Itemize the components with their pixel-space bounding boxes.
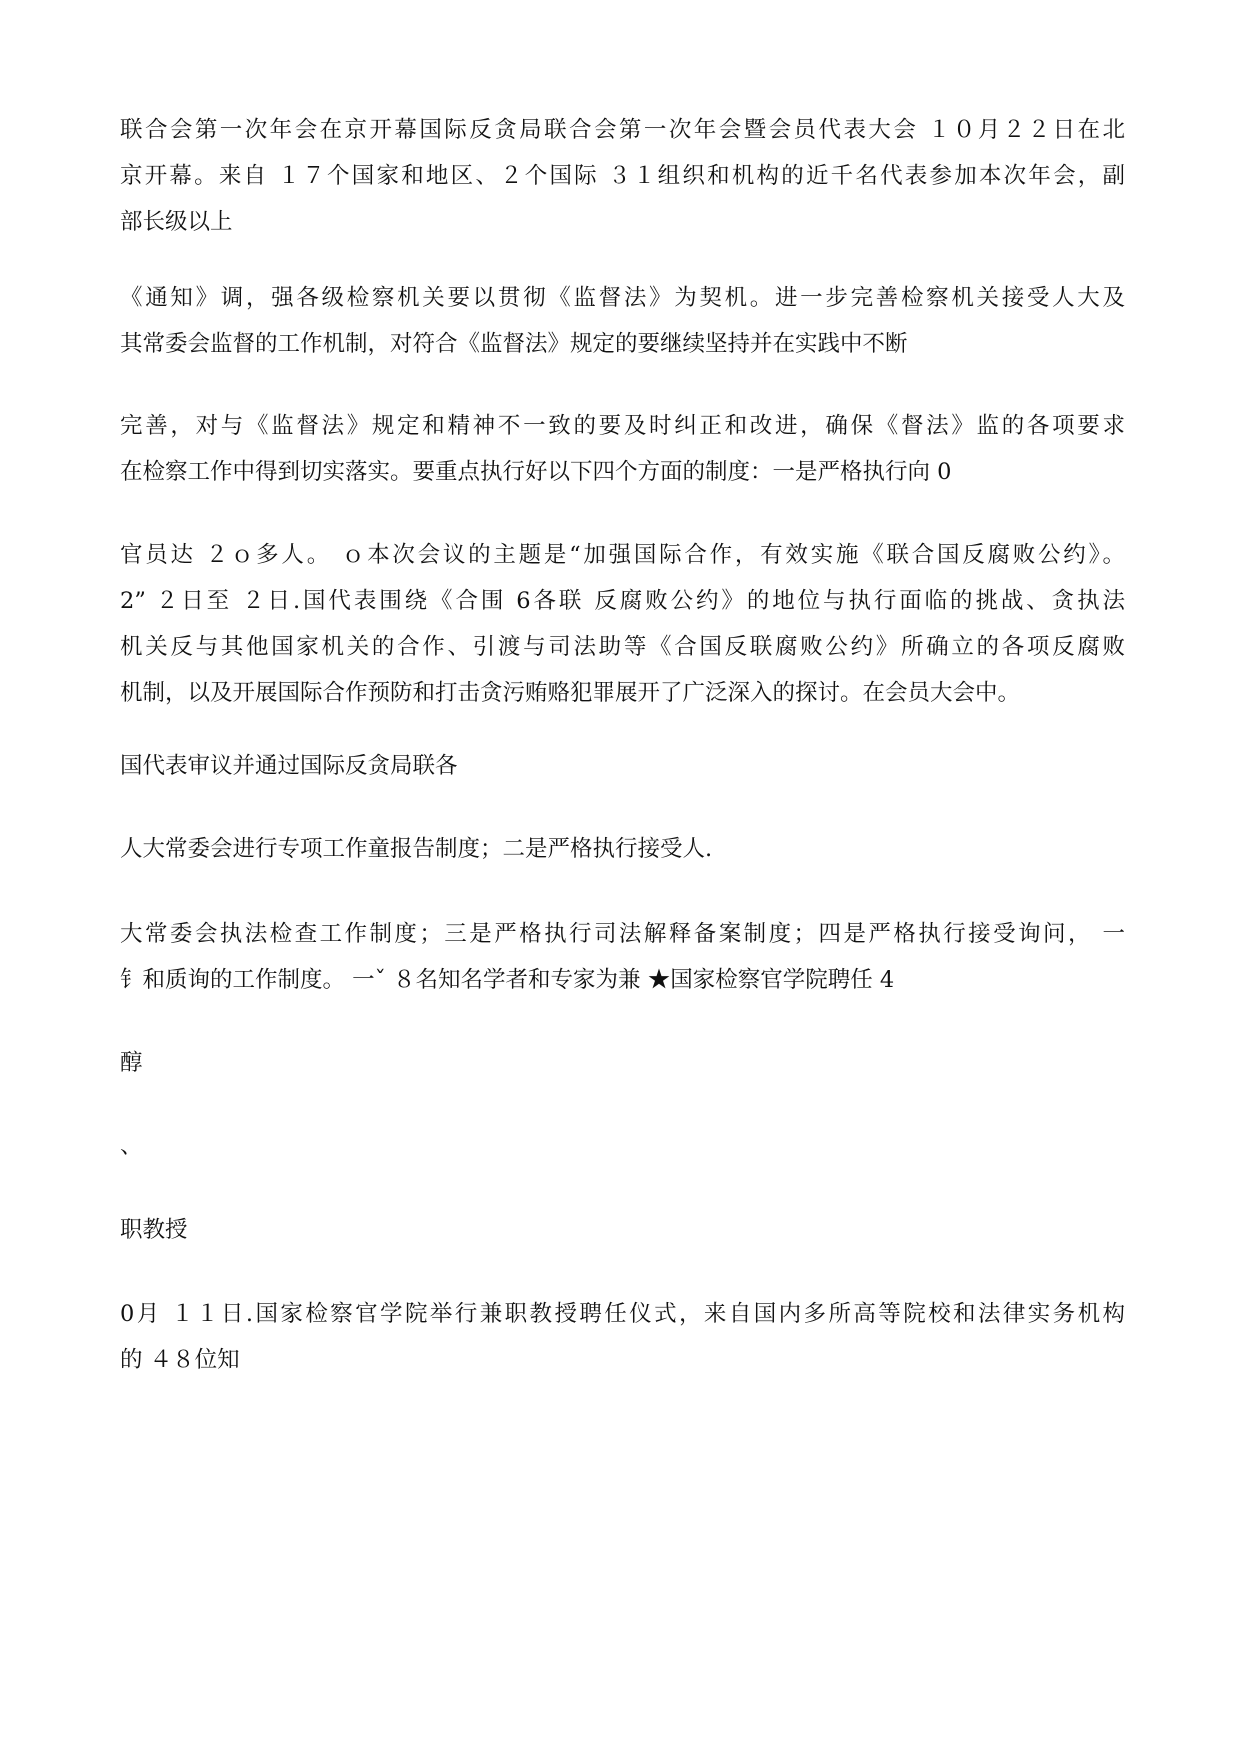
- text-line: 国代表审议并通过国际反贪局联各: [120, 753, 458, 779]
- text-line: 2” ２日至 ２日.国代表围绕《合围 6各联 反腐败公约》的地位与执行面临的挑战、贪执法: [120, 588, 1125, 614]
- text-line: 部长级以上: [120, 209, 233, 235]
- paragraph-7: [120, 911, 1125, 1003]
- paragraph-5: [120, 743, 1125, 789]
- text-line: 人大常委会进行专项工作童报告制度；二是严格执行接受人.: [120, 836, 713, 862]
- text-line: 职教授: [120, 1217, 188, 1243]
- paragraph-9: [120, 1123, 1125, 1169]
- paragraph-6: [120, 826, 1125, 872]
- text-line: 、: [120, 1133, 143, 1159]
- text-line: 机制，以及开展国际合作预防和打击贪污贿赂犯罪展开了广泛深入的探讨。在会员大会中。: [120, 680, 1021, 706]
- text-line: 的 ４８位知: [120, 1347, 240, 1373]
- text-line: 联合会第一次年会在京开幕国际反贪局联合会第一次年会暨会员代表大会 １０月２２日在北: [120, 117, 1125, 143]
- paragraph-3: [120, 403, 1125, 495]
- paragraph-4: [120, 532, 1125, 716]
- text-line: 机关反与其他国家机关的合作、引渡与司法助等《合国反联腐败公约》所确立的各项反腐败: [120, 634, 1125, 660]
- paragraph-11: [120, 1291, 1125, 1383]
- text-line: 在检察工作中得到切实落实。要重点执行好以下四个方面的制度：一是严格执行向 0: [120, 459, 952, 485]
- paragraph-10: [120, 1207, 1125, 1253]
- text-line: 官员达 ２ｏ多人。 ｏ本次会议的主题是“加强国际合作，有效实施《联合国反腐败公约》。: [120, 542, 1125, 568]
- text-line: 钅和质询的工作制度。 一ˇ ８名知名学者和专家为兼 ★国家检察官学院聘任 4: [120, 967, 895, 993]
- paragraph-8: [120, 1040, 1125, 1086]
- text-line: 0月 １１日.国家检察官学院举行兼职教授聘任仪式，来自国内多所高等院校和法律实务机构: [120, 1301, 1125, 1327]
- text-line: 其常委会监督的工作机制，对符合《监督法》规定的要继续坚持并在实践中不断: [120, 331, 908, 357]
- text-line: 京开幕。来自 １７个国家和地区、２个国际 ３１组织和机构的近千名代表参加本次年会，副: [120, 163, 1125, 189]
- paragraph-1: [120, 107, 1125, 245]
- text-line: 醇: [120, 1050, 143, 1076]
- text-line: 大常委会执法检查工作制度；三是严格执行司法解释备案制度；四是严格执行接受询问， 一: [120, 921, 1125, 947]
- text-line: 《通知》调，强各级检察机关要以贯彻《监督法》为契机。进一步完善检察机关接受人大及: [120, 285, 1125, 311]
- text-line: 完善，对与《监督法》规定和精神不一致的要及时纠正和改进，确保《督法》监的各项要求: [120, 413, 1125, 439]
- paragraph-2: [120, 275, 1125, 367]
